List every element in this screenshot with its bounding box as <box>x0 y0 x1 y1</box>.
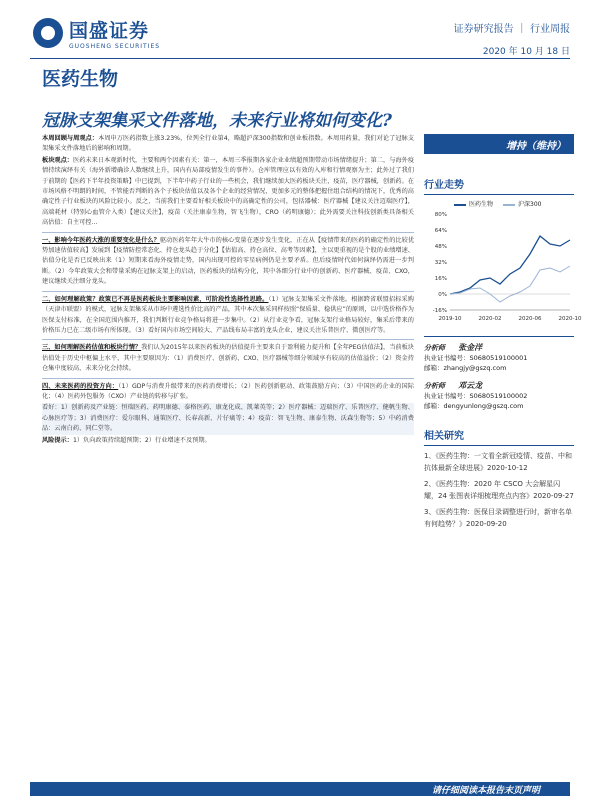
report-date: 2020 年 10 月 18 日 <box>482 47 570 57</box>
y-tick-label: 80% <box>434 212 447 218</box>
legend-item-index: 沪深300 <box>503 199 541 208</box>
analyst-license: S0680519100001 <box>469 354 528 362</box>
report-header <box>0 0 600 64</box>
related-item[interactable]: 3、《医药生物：医保目录调整进行时，新审名单有何趋势？》2020-09-20 <box>424 508 572 528</box>
trend-chart-svg <box>424 208 582 328</box>
recommendations: 看好：1）创新药及产业链：恒瑞医药、药明康德、泰格医药、康龙化成、凯莱英等；2）医疗器械：迈瑞医疗、乐普医疗、健帆生物、心脉医疗等；3）消费医疗：爱尔眼科、通策医疗、长春高新、片仔癀等；4）疫苗：智飞生物、康泰生物、沃森生物等；5）中药消费品：云南白药、同仁堂等。 <box>42 403 414 434</box>
analyst-email[interactable]: zhangjy@gszq.com <box>443 364 507 372</box>
main-title: 冠脉支架集采文件落地，未来行业将如何变化? <box>42 111 392 131</box>
question-3: 三、如何理解医药估值和板块行情？我们认为2015年以来医药板块的估值提升主要来自于盈利能力提升和【全年PEG估值法】，当前板块估值处于历史中枢偏上水平，其中主要原因为：（1）消费医疗、创新药、CXO、医疗器械等细分领域享有较高的估值溢价；（2）资金持仓集中度较高，未来分化会持续。 <box>42 344 414 373</box>
analyst-license: S0680519100002 <box>469 392 528 400</box>
divider <box>42 339 414 340</box>
chart-legend <box>454 199 574 208</box>
analyst-block-2: 分析师 邓云龙 执业证书编号：S0680519100002 邮箱：dengyunlong@gszq.com <box>424 381 528 410</box>
header-rule <box>30 58 570 59</box>
logo-en: GUOSHENG SECURITIES <box>69 43 161 50</box>
question-2: 二、如何理解政策？政策已不再是医药板块主要影响因素，可阶段性选择性思路。（1）冠脉支架集采文件落地。根据跨省联盟招标采购（天津市联盟）的模式，冠脉支架集采从市场中遴选性价比高的产品，其中本次集采同样按照“保质量、稳供应”的原则，以中选价格作为医保支付标准，在全国范围内推开，我们判断行业竞争格局将进一步集中。（2）从行业竞争看，冠脉支架行业格局较好，集采后带来的价格压力已在二级市场有所体现。（3）看好国内市场空间较大、产品线布局丰富的龙头企业，建议关注乐普医疗、微创医疗等。 <box>42 295 414 334</box>
divider <box>42 291 414 292</box>
y-tick-label: -16% <box>432 308 447 314</box>
related-list <box>424 451 574 530</box>
summary-column <box>42 134 414 447</box>
series-line-sector <box>450 236 570 294</box>
sidebar-column <box>424 134 582 530</box>
analyst-block-1: 分析师 张金洋 执业证书编号：S0680519100001 邮箱：zhangjy@gszq.com <box>424 343 528 372</box>
question-4: 四、未来医药的投资方向：（1）GDP与消费升级带来的医药消费增长；（2）医药创新驱动、政策鼓励方向；（3）中国医药企业的国际化；（4）医药外包服务（CXO）产业链的转移与扩张。 <box>42 382 414 400</box>
weekly-review: 本周回顾与周观点：本周申万医药指数上涨3.23%，位列全行业第4，略超沪深300指数和创业板指数。本周用药量，我们对论了冠脉支架集采文件落地后的影响和周期。 <box>42 135 415 153</box>
x-tick-label: 2020-06 <box>518 316 542 322</box>
analyst-email[interactable]: dengyunlong@gszq.com <box>443 402 524 410</box>
trend-chart <box>424 199 582 332</box>
y-tick-label: 64% <box>434 228 447 234</box>
rating-badge: 增持（维持） <box>424 134 574 154</box>
divider <box>42 232 414 233</box>
y-tick-label: 48% <box>434 244 447 250</box>
section-title: 医药生物 <box>42 68 119 90</box>
trend-heading: 行业走势 <box>424 176 574 195</box>
report-footer <box>0 778 600 800</box>
logo-cn: 国盛证券 <box>69 20 150 42</box>
legend-item-sector: 医药生物 <box>454 199 493 208</box>
analyst-name: 邓云龙 <box>458 381 483 390</box>
divider <box>42 378 414 379</box>
question-1: 一、影响今年医药大涨的重要变化是什么？驱动医药年年大牛市的核心变量在逐步发生变化，正在从【疫情带来的医药的确定性的比较优势加速估值较高】发展到【疫情防控常态化、持仓龙头趋于分化】【估值高、持仓高位、高考等因素】，主以更重视的是个股的业绩增速、估值分化是否已反映出来（1）短期来看海外疫情走势，国内出现可控的零星病例仍是主要矛盾。但后疫情时代如何演绎仍需进一步判断。（2）今年政策大会和带量采购在冠脉支架上的启动，医药板块的结构分化，其中各细分行业中的创新药、医疗器械、疫苗、CXO，建议继续关注细分龙头。 <box>42 236 415 286</box>
series-line-index <box>450 266 570 302</box>
logo-mark-icon <box>33 18 63 48</box>
y-tick-label: 16% <box>434 276 447 282</box>
related-heading: 相关研究 <box>424 427 574 446</box>
footer-disclaimer: 请仔细阅读本报告末页声明 <box>431 786 540 796</box>
analyst-name: 张金洋 <box>458 343 483 352</box>
x-tick-label: 2019-10 <box>438 316 462 322</box>
y-tick-label: 0% <box>438 292 447 298</box>
related-item[interactable]: 2、《医药生物：2020 年 CSCO 大会解星闪耀，24 张图表详细梳理亮点内容》2020-09-27 <box>424 480 574 500</box>
report-type: 证券研究报告 ｜ 行业周报 <box>453 24 570 35</box>
related-item[interactable]: 1、《医药生物：一文看全新冠疫情、疫苗、中和抗体最新全球进展》2020-10-12 <box>424 452 572 472</box>
x-tick-label: 2020-10 <box>558 316 582 322</box>
y-tick-label: 32% <box>434 260 447 266</box>
x-tick-label: 2020-02 <box>478 316 502 322</box>
sector-view: 板块观点：医药未来日本观新时代，主要和两个因素有关：第一，本周三季报期各家企业业绩超预期带动市场情绪提升；第二，与海外疫情持续演绎有关（海外新增确诊人数继续上升，国内有局部疫情发生的事件）。仓库管理应以有效的入库和行情观察为主；此外过了我们于前期的【医药下半年投资策略】中已提到，下半年中药子行业的一些机会，我们继续加大医药板块关注，疫苗，医疗器械，创新药。在市场风格不明朗的时间，不管能否判断的各个子板块估值以及各个企业的经营情况，更加多元的整体把握住组合结构的情况下，优秀的高确定性子行业板块的风险比较小。反之，当前我们主要看好相关板块中的高确定性的公司，包括器械：医疗器械【建议关注迈瑞医疗】，高端耗材（特别心血管介入类）【建议关注】，疫苗（关注康泰生物，智飞生物），CRO（药明康德）；此外需要关注科技创新类具备相关高估值：自主可控... <box>42 156 415 227</box>
risk-warning: 风险提示：1）负向政策持续超预期；2）行业增速不及预期。 <box>42 436 211 444</box>
company-logo <box>33 16 160 50</box>
